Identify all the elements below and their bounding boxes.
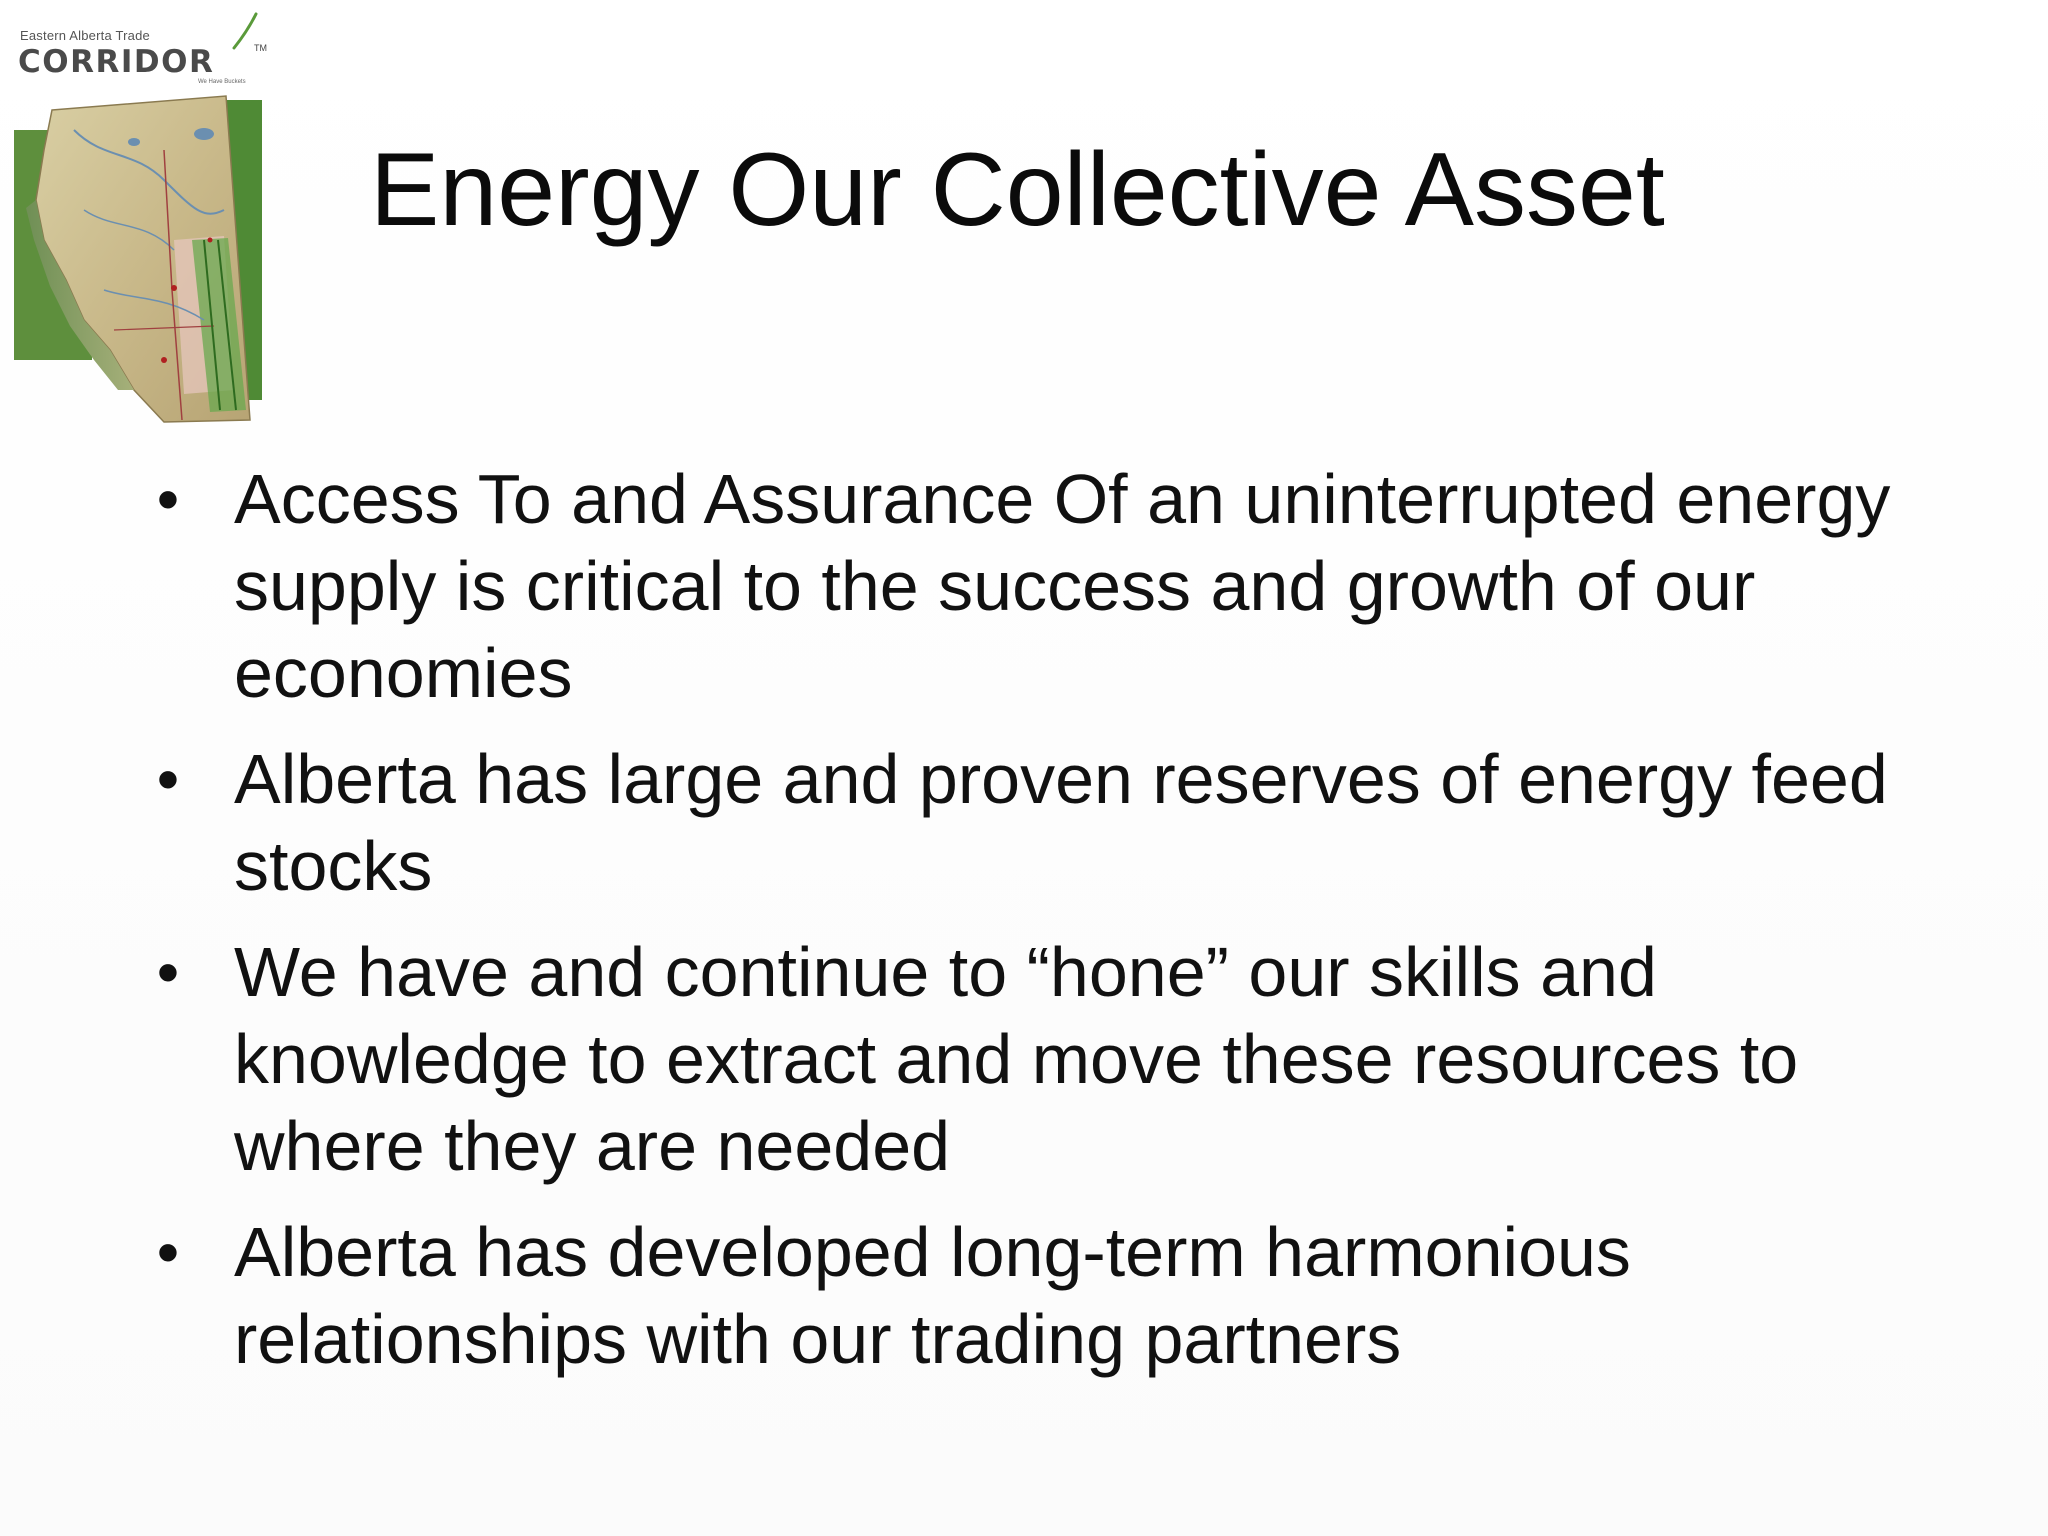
slide-title: Energy Our Collective Asset bbox=[370, 132, 1665, 248]
logo-trademark: TM bbox=[254, 43, 267, 53]
bullet-text: Access To and Assurance Of an uninterrupted energy supply is critical to the success and growth of our economies bbox=[234, 460, 1891, 712]
bullet-item bbox=[148, 736, 2008, 910]
bullet-item bbox=[148, 456, 2008, 717]
bullet-text: Alberta has large and proven reserves of energy feed stocks bbox=[234, 740, 1888, 905]
bullet-icon: • bbox=[156, 936, 180, 1008]
logo-wordmark: CORRIDOR bbox=[18, 44, 215, 80]
bullet-text: Alberta has developed long-term harmonious relationships with our trading partners bbox=[234, 1213, 1631, 1378]
bullet-item bbox=[148, 929, 2008, 1190]
logo-top-text: Eastern Alberta Trade bbox=[20, 28, 150, 43]
bullet-text: We have and continue to “hone” our skills and knowledge to extract and move these resources to where they are needed bbox=[234, 933, 1799, 1185]
bullet-icon: • bbox=[156, 1216, 180, 1288]
logo-tagline: We Have Buckets bbox=[198, 79, 246, 85]
bullet-item bbox=[148, 1209, 2008, 1383]
bullet-icon: • bbox=[156, 463, 180, 535]
bullet-icon: • bbox=[156, 743, 180, 815]
bullet-list bbox=[148, 456, 2008, 1402]
